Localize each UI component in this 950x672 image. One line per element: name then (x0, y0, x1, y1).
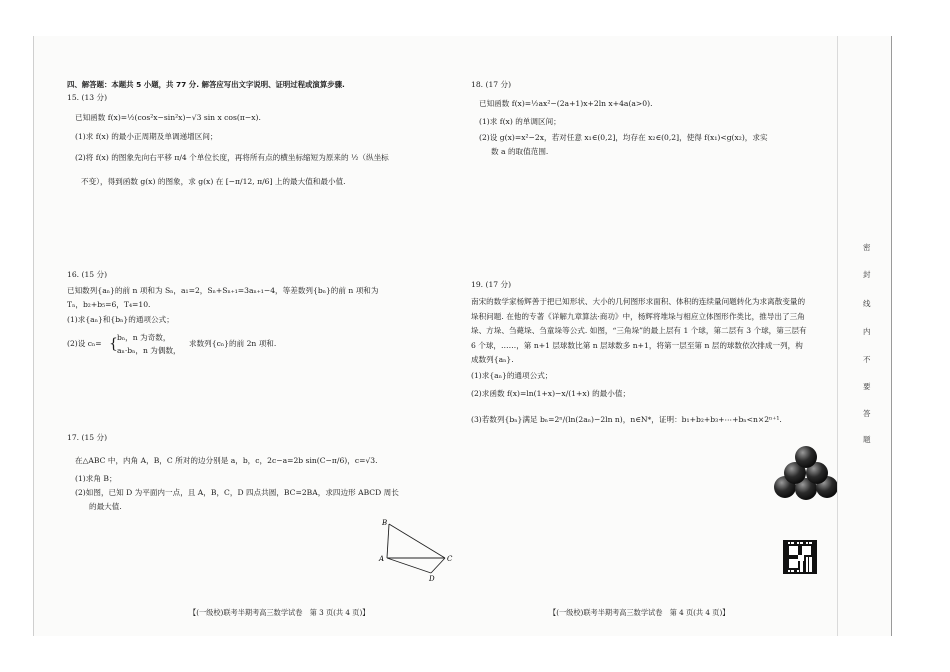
q17-part1: (1)求角 B； (75, 474, 117, 483)
seal-char-7: 答 (863, 409, 871, 418)
q18-part2b: 数 a 的取值范围. (491, 147, 549, 156)
q16-case1: bₙ，n 为奇数， (117, 333, 171, 342)
q18-stem: 已知函数 f(x)=½ax²−(2a+1)x+2ln x+4a(a>0). (479, 99, 653, 108)
q16-brace: { (109, 336, 118, 352)
seal-char-8: 题 (863, 435, 871, 444)
q17-number: 17. (15 分) (67, 433, 108, 442)
quadrilateral-figure (377, 518, 457, 583)
q17-part2b: 的最大值. (89, 502, 122, 511)
seal-char-1: 密 (863, 243, 871, 252)
q18-number: 18. (17 分) (471, 80, 512, 89)
q16-case2: aₙ·bₙ，n 为偶数， (117, 346, 181, 355)
q15-part1: (1)求 f(x) 的最小正周期及单调递增区间； (75, 132, 218, 141)
label-d: D (429, 575, 435, 583)
seal-char-4: 内 (863, 327, 871, 336)
q19-number: 19. (17 分) (471, 280, 512, 289)
q17-stem: 在△ABC 中，内角 A，B，C 所对的边分别是 a，b，c，2c−a=2b sin(C−π/6)，c=√3. (75, 456, 378, 465)
seal-char-6: 要 (863, 382, 871, 391)
seal-char-2: 封 (863, 270, 871, 279)
q19-part3: (3)若数列{bₙ}满足 bₙ=2ⁿ/(ln(2aₙ)−2ln n)，n∈N*，证明：b₁+b₂+b₃+⋯+bₙ<n×2ⁿ⁺¹. (471, 415, 782, 424)
section-header: 四、解答题：本题共 5 小题，共 77 分. 解答应写出文字说明、证明过程或演算步骤. (67, 80, 345, 89)
footer-left: 【(一级校)联考半期考高三数学试卷 第 3 页(共 4 页)】 (189, 608, 370, 617)
binding-edge-line (891, 36, 892, 636)
footer-right: 【(一级校)联考半期考高三数学试卷 第 4 页(共 4 页)】 (549, 608, 730, 617)
q16-part2-suffix: 求数列{cₙ}的前 2n 项和. (189, 339, 277, 348)
seal-char-3: 线 (863, 299, 871, 308)
q15-part2a: (2)将 f(x) 的图象先向右平移 π/4 个单位长度，再将所有点的横坐标缩短为原来的 ½（纵坐标 (75, 153, 389, 162)
exam-sheet (33, 36, 891, 636)
triangular-pile-figure (771, 441, 841, 501)
label-b: B (382, 519, 388, 527)
qr-code (783, 540, 817, 574)
q15-stem: 已知函数 f(x)=½(cos²x−sin²x)−√3 sin x cos(π−x). (75, 113, 261, 122)
q19-part2: (2)求函数 f(x)=ln(1+x)−x/(1+x) 的最小值； (471, 389, 631, 398)
q16-stem2: Tₙ，b₂+b₅=6，T₄=10. (67, 300, 151, 309)
q18-part1: (1)求 f(x) 的单调区间； (479, 117, 561, 126)
q16-stem1: 已知数列{aₙ}的前 n 项和为 Sₙ，a₁=2，Sₙ+Sₙ₊₁=3aₙ₊₁−4，等差数列{bₙ}的前 n 项和为 (67, 286, 379, 295)
q16-part1: (1)求{aₙ}和{bₙ}的通项公式； (67, 315, 174, 324)
q18-part2a: (2)设 g(x)=x²−2x，若对任意 x₁∈(0,2]，均存在 x₂∈(0,2]，使得 f(x₁)<g(x₂)，求实 (479, 133, 768, 142)
q15-number: 15. (13 分) (67, 93, 108, 102)
q17-part2a: (2)如图，已知 D 为平面内一点，且 A，B，C，D 四点共圆，BC=2BA，求四边形 ABCD 周长 (75, 488, 399, 497)
binding-guide-line (837, 36, 838, 636)
seal-char-5: 不 (863, 355, 871, 364)
q16-number: 16. (15 分) (67, 270, 108, 279)
q19-stem: 南宋的数学家杨辉善于把已知形状、大小的几何图形求面积、体积的连续量问题转化为求离散变量的垛积问题. 在他的专著《详解九章算法·商功》中，杨辉将堆垛与相应立体图形作类比，推导出了三角垛、方垛、刍薨垛、刍童垛等公式. 如图，“三角垛”的最上层有 1 个球，第二层有 3 个球，第三层有 6 个球，……，第 n+1 层球数比第 n 层球数多 n+1，将第一层至第 n 层的球数依次排成一列，构成数列{aₙ}. (471, 297, 807, 365)
label-c: C (447, 555, 453, 563)
label-a: A (379, 555, 385, 563)
q15-part2b: 不变），得到函数 g(x) 的图象，求 g(x) 在 [−π/12, π/6] 上的最大值和最小值. (81, 177, 346, 186)
q16-part2-prefix: (2)设 cₙ= (67, 339, 102, 348)
q19-part1: (1)求{aₙ}的通项公式； (471, 371, 553, 380)
